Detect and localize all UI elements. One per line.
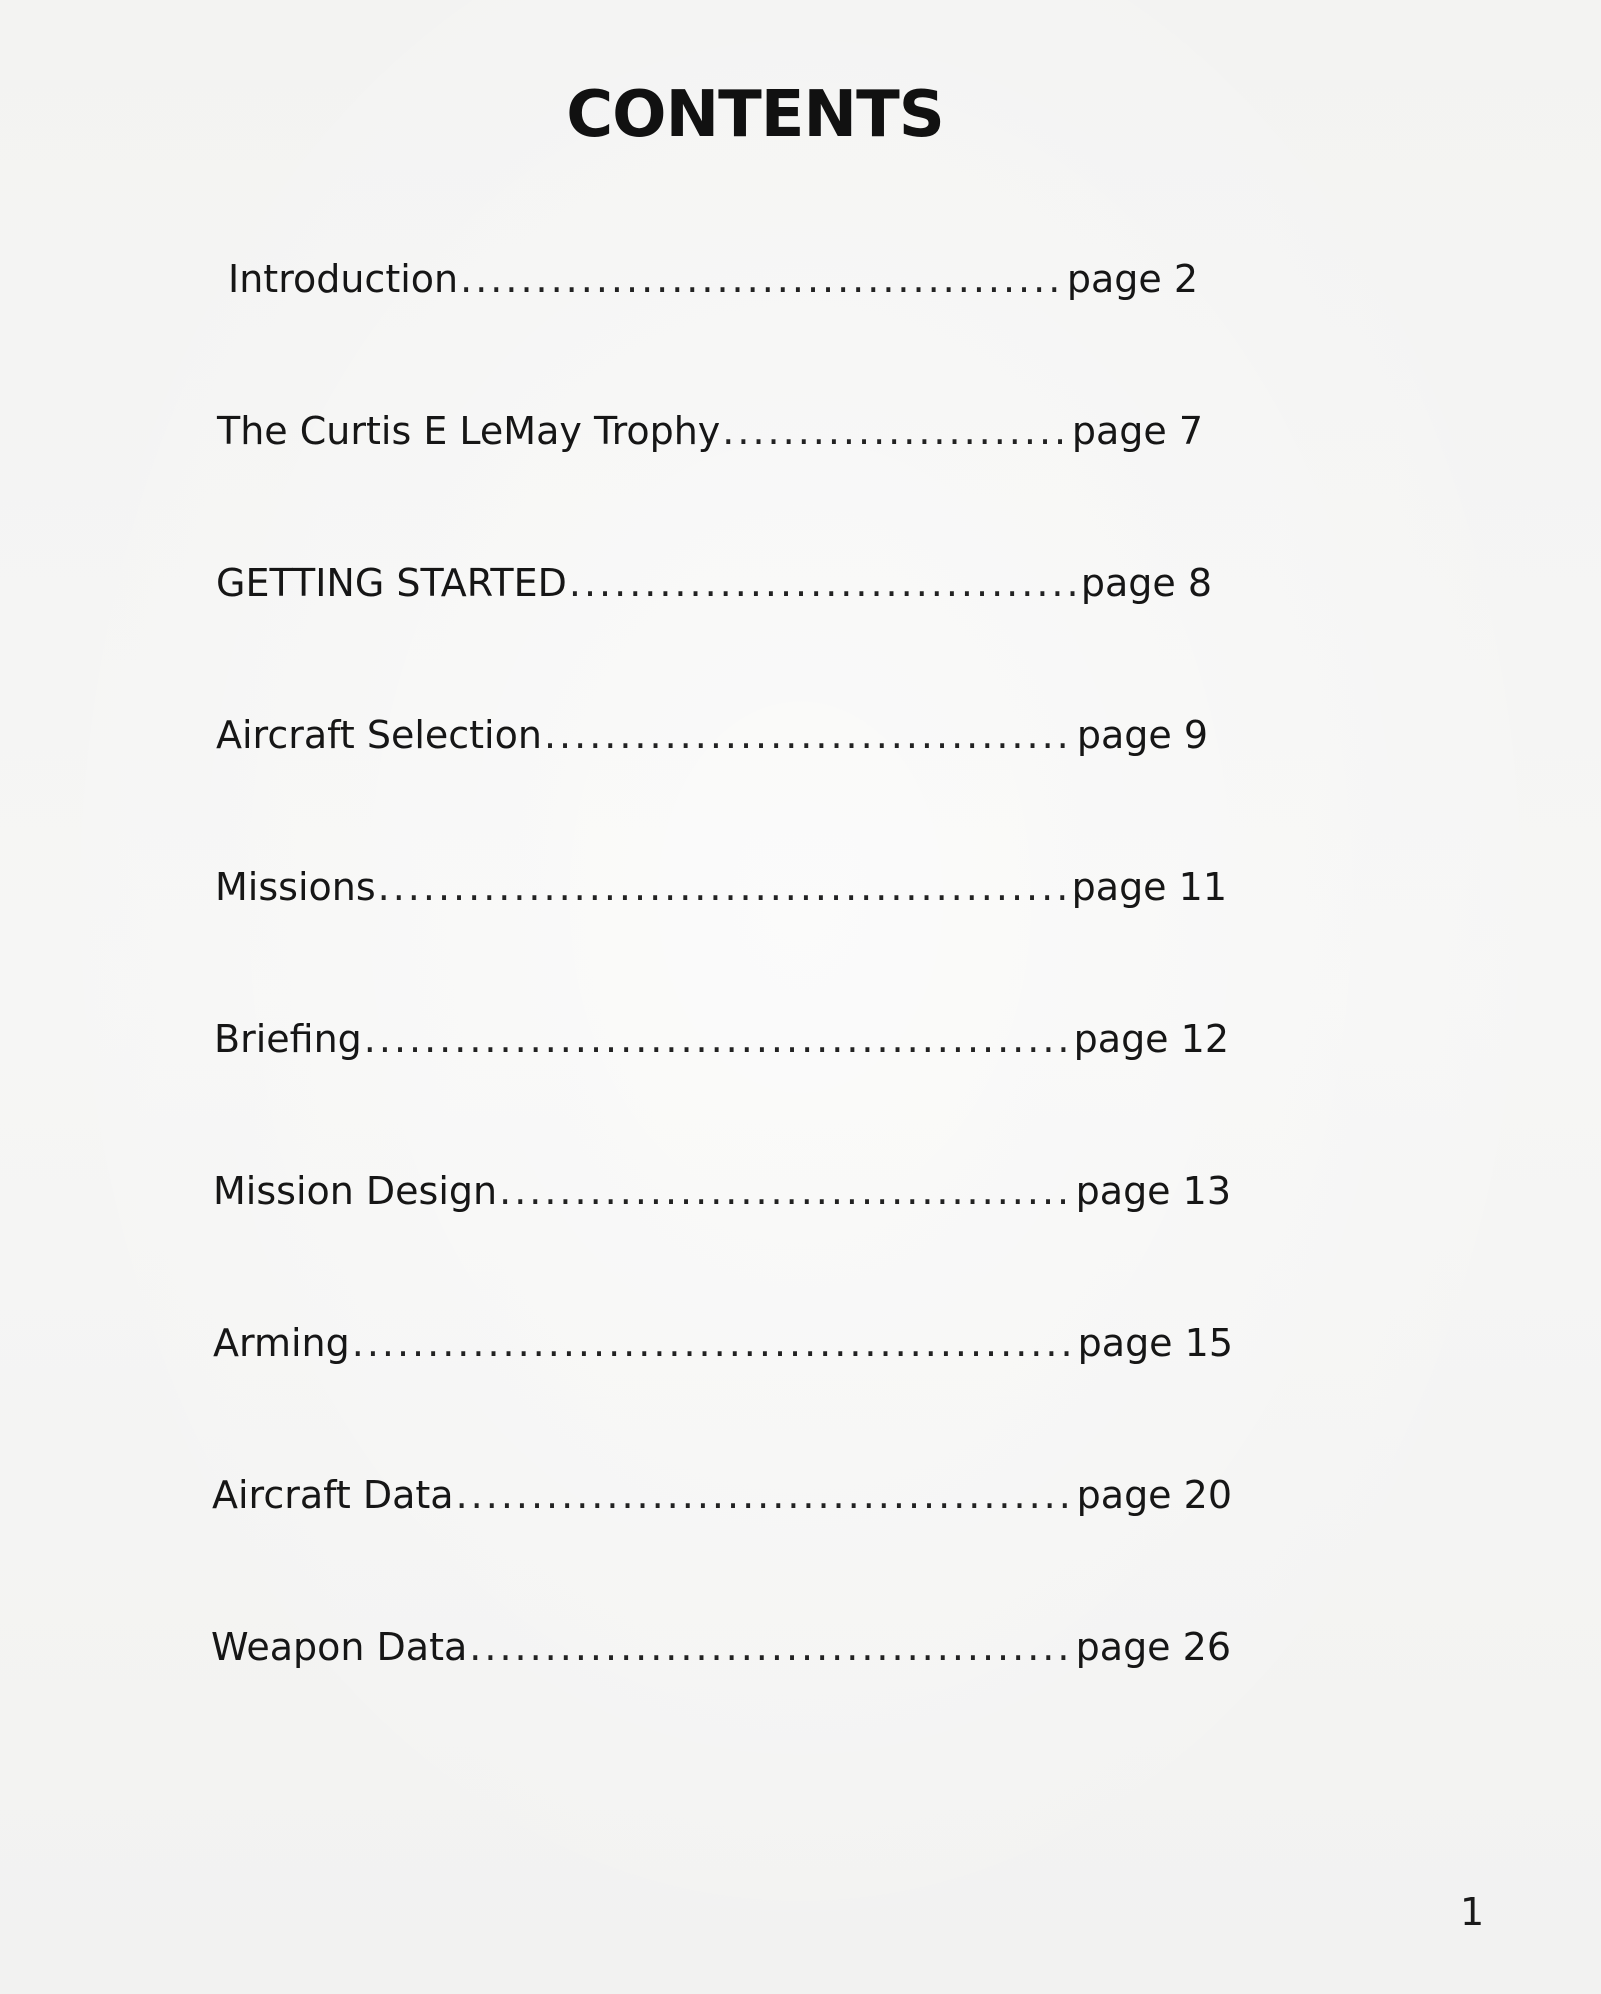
toc-entry-page: page 11 bbox=[1071, 865, 1227, 909]
toc-entry-page: page 9 bbox=[1076, 713, 1208, 757]
toc-entry-getting-started[interactable] bbox=[216, 557, 1212, 609]
toc-entry-page: page 20 bbox=[1076, 1473, 1232, 1517]
toc-dot-leader bbox=[544, 709, 1075, 761]
toc-dot-leader bbox=[378, 861, 1070, 913]
toc-entry-page: page 12 bbox=[1073, 1017, 1229, 1061]
toc-entry-arming[interactable] bbox=[213, 1317, 1233, 1369]
toc-entry-label: The Curtis E LeMay Trophy bbox=[217, 409, 721, 453]
toc-entry-label: Arming bbox=[213, 1321, 350, 1365]
toc-entry-briefing[interactable] bbox=[214, 1013, 1229, 1065]
toc-dot-leader bbox=[469, 1621, 1073, 1673]
toc-dot-leader bbox=[722, 405, 1070, 457]
toc-entry-label: Briefing bbox=[214, 1017, 362, 1061]
toc-entry-page: page 26 bbox=[1075, 1625, 1231, 1669]
toc-dot-leader bbox=[569, 557, 1079, 609]
toc-entry-introduction[interactable] bbox=[228, 253, 1198, 305]
toc-entry-aircraft-selection[interactable] bbox=[216, 709, 1208, 761]
toc-dot-leader bbox=[499, 1165, 1074, 1217]
toc-entry-label: GETTING STARTED bbox=[216, 561, 567, 605]
toc-entry-aircraft-data[interactable] bbox=[212, 1469, 1232, 1521]
page-title: CONTENTS bbox=[566, 78, 944, 152]
toc-entry-page: page 8 bbox=[1080, 561, 1212, 605]
toc-entry-label: Missions bbox=[215, 865, 376, 909]
toc-entry-mission-design[interactable] bbox=[213, 1165, 1231, 1217]
page-number: 1 bbox=[1460, 1890, 1485, 1934]
toc-entry-page: page 13 bbox=[1075, 1169, 1231, 1213]
toc-entry-label: Introduction bbox=[228, 257, 459, 301]
toc-entry-label: Aircraft Selection bbox=[216, 713, 542, 757]
toc-entry-label: Weapon Data bbox=[211, 1625, 468, 1669]
toc-dot-leader bbox=[352, 1317, 1076, 1369]
toc-entry-missions[interactable] bbox=[215, 861, 1227, 913]
toc-entry-label: Mission Design bbox=[213, 1169, 498, 1213]
toc-dot-leader bbox=[460, 253, 1065, 305]
toc-entry-weapon-data[interactable] bbox=[211, 1621, 1231, 1673]
toc-entry-page: page 2 bbox=[1066, 257, 1198, 301]
toc-dot-leader bbox=[364, 1013, 1072, 1065]
toc-entry-lemay-trophy[interactable] bbox=[217, 405, 1203, 457]
toc-entry-page: page 7 bbox=[1071, 409, 1203, 453]
toc-entry-label: Aircraft Data bbox=[212, 1473, 454, 1517]
toc-dot-leader bbox=[456, 1469, 1075, 1521]
toc-entry-page: page 15 bbox=[1077, 1321, 1233, 1365]
